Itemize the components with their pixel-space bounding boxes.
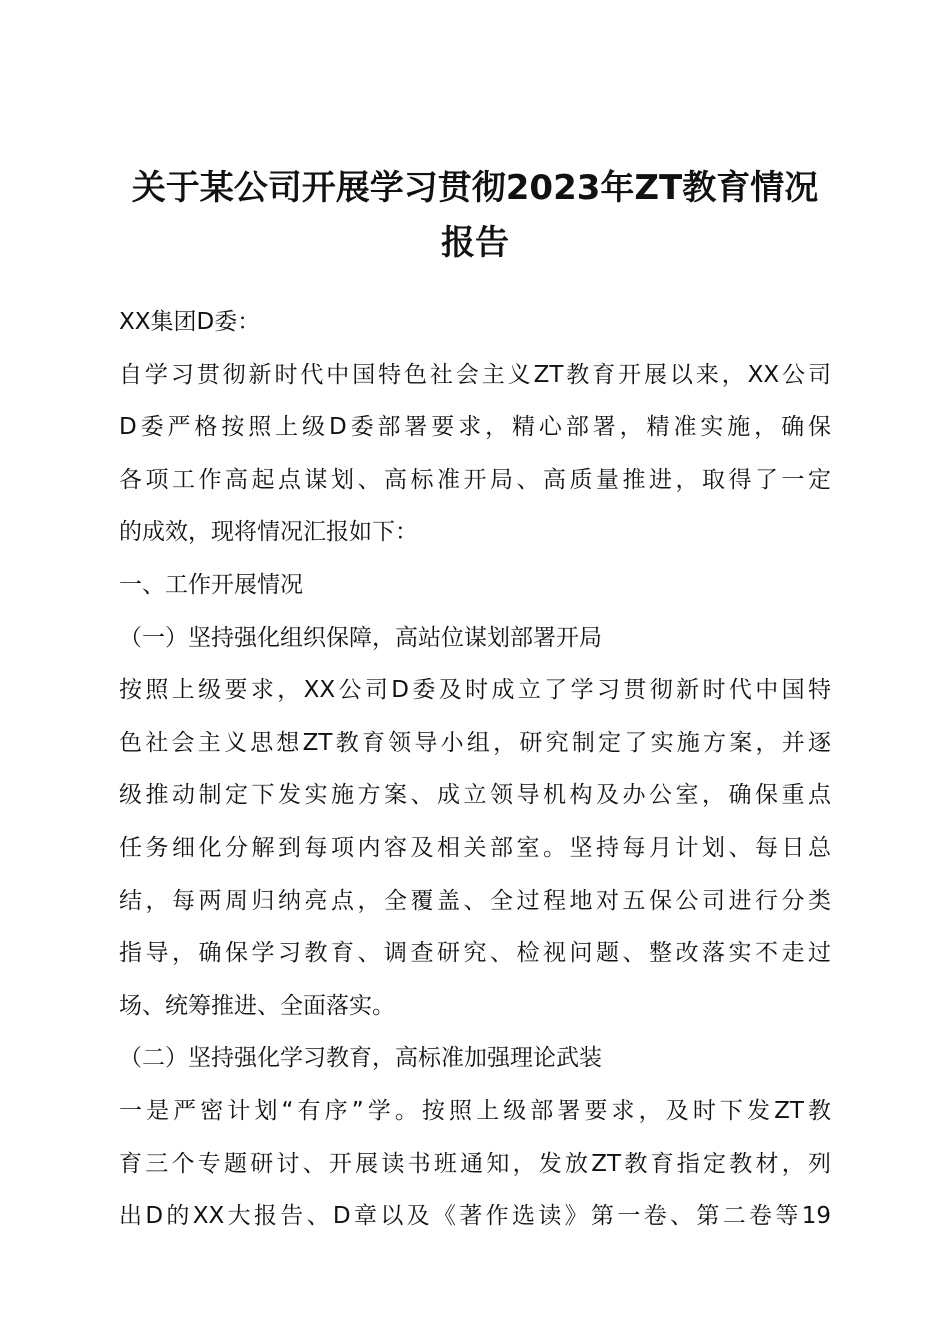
document-title-line-2: 报告 bbox=[441, 223, 509, 263]
paragraph-line: 自学习贯彻新时代中国特色社会主义ZT教育开展以来，XX公司 bbox=[119, 361, 831, 388]
paragraph-line: 色社会主义思想ZT教育领导小组，研究制定了实施方案，并逐 bbox=[119, 729, 831, 756]
paragraph-line: 指导，确保学习教育、调查研究、检视问题、整改落实不走过 bbox=[119, 940, 831, 967]
paragraph-line: 级推动制定下发实施方案、成立领导机构及办公室，确保重点 bbox=[119, 782, 831, 809]
paragraph-line: 育三个专题研讨、开展读书班通知，发放ZT教育指定教材，列 bbox=[119, 1150, 831, 1177]
paragraph-line: D委严格按照上级D委部署要求，精心部署，精准实施，确保 bbox=[119, 414, 831, 441]
paragraph-line: 各项工作高起点谋划、高标准开局、高质量推进，取得了一定 bbox=[119, 466, 831, 493]
paragraph-line: 出D的XX大报告、D章以及《著作选读》第一卷、第二卷等19 bbox=[119, 1203, 831, 1230]
document-body bbox=[119, 296, 831, 1243]
paragraph-line: 一是严密计划“有序”学。按照上级部署要求，及时下发ZT教 bbox=[119, 1097, 831, 1124]
document-title-line-1: 关于某公司开展学习贯彻2023年ZT教育情况 bbox=[131, 168, 819, 208]
paragraph-line: 结，每两周归纳亮点，全覆盖、全过程地对五保公司进行分类 bbox=[119, 887, 831, 914]
subsection-heading: （一）坚持强化组织保障，高站位谋划部署开局 bbox=[119, 624, 602, 651]
subsection-heading: （二）坚持强化学习教育，高标准加强理论武装 bbox=[119, 1045, 602, 1072]
paragraph-line: 任务细化分解到每项内容及相关部室。坚持每月计划、每日总 bbox=[119, 834, 831, 861]
section-heading: 一、工作开展情况 bbox=[119, 571, 303, 598]
paragraph-line: 场、统筹推进、全面落实。 bbox=[119, 992, 395, 1019]
salutation: XX集团D委： bbox=[119, 309, 261, 335]
paragraph-line: 的成效，现将情况汇报如下： bbox=[119, 519, 418, 546]
paragraph-line: 按照上级要求，XX公司D委及时成立了学习贯彻新时代中国特 bbox=[119, 677, 831, 704]
